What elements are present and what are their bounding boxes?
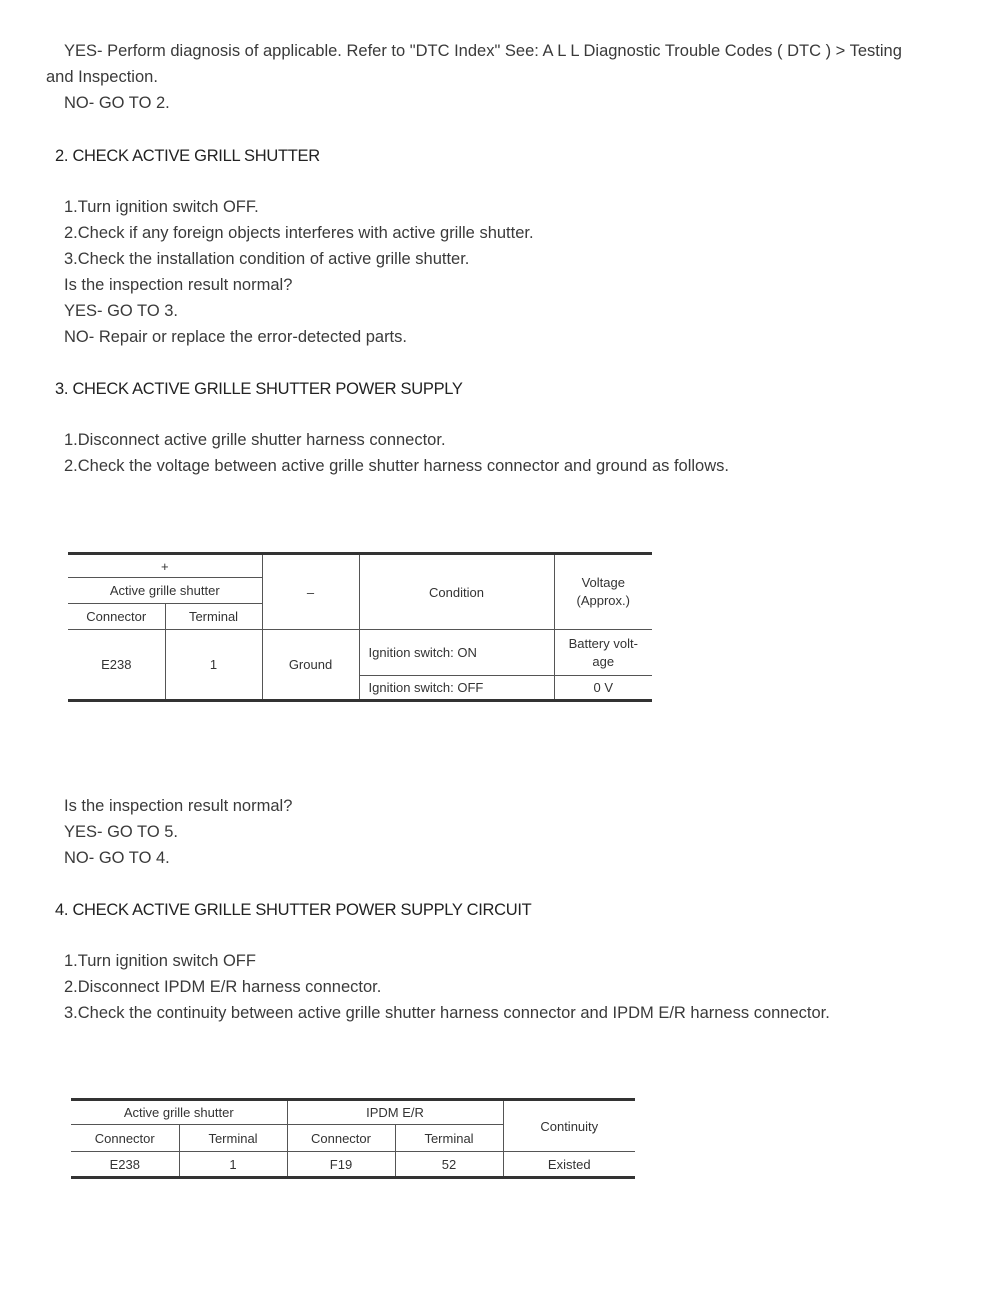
voltage-header-line-1: Voltage bbox=[581, 575, 625, 590]
section-2-no: NO- Repair or replace the error-detected parts. bbox=[64, 328, 407, 346]
section-3-yes: YES- GO TO 5. bbox=[64, 823, 179, 841]
terminal-header: Terminal bbox=[179, 1125, 287, 1152]
section-4-step: 2.Disconnect IPDM E/R harness connector. bbox=[64, 978, 382, 996]
intro-yes-line: YES- Perform diagnosis of applicable. Refer to "DTC Index" See: A L L Diagnostic Trouble Codes ( DTC ) > Testing bbox=[64, 42, 902, 60]
condition-cell: Ignition switch: ON bbox=[359, 630, 554, 676]
section-3-no: NO- GO TO 4. bbox=[64, 849, 170, 867]
connector-cell: F19 bbox=[287, 1152, 395, 1178]
section-2-yes: YES- GO TO 3. bbox=[64, 302, 179, 320]
connector-header: Connector bbox=[68, 604, 165, 630]
connector-header: Connector bbox=[71, 1125, 179, 1152]
intro-no-line: NO- GO TO 2. bbox=[64, 94, 170, 112]
terminal-cell: 1 bbox=[165, 630, 262, 701]
terminal-header: Terminal bbox=[395, 1125, 503, 1152]
minus-header: – bbox=[262, 554, 359, 630]
continuity-header: Continuity bbox=[503, 1100, 635, 1152]
voltage-cell: 0 V bbox=[554, 676, 652, 701]
section-3-question: Is the inspection result normal? bbox=[64, 797, 293, 815]
voltage-header bbox=[554, 554, 652, 630]
intro-yes-line-continued: and Inspection. bbox=[46, 68, 158, 86]
voltage-cell-line-2: age bbox=[592, 653, 615, 669]
section-4-step: 3.Check the continuity between active grille shutter harness connector and IPDM E/R harness connector. bbox=[64, 1004, 830, 1022]
terminal-header: Terminal bbox=[165, 604, 262, 630]
voltage-header-line-2: (Approx.) bbox=[576, 593, 630, 608]
connector-header: Connector bbox=[287, 1125, 395, 1152]
section-2-title: 2. CHECK ACTIVE GRILL SHUTTER bbox=[55, 147, 320, 165]
section-4-title: 4. CHECK ACTIVE GRILLE SHUTTER POWER SUPPLY CIRCUIT bbox=[55, 901, 532, 919]
table-row bbox=[68, 630, 652, 676]
condition-header: Condition bbox=[359, 554, 554, 630]
continuity-check-table bbox=[71, 1098, 635, 1179]
section-2-step: 2.Check if any foreign objects interferes with active grille shutter. bbox=[64, 224, 534, 242]
connector-cell: E238 bbox=[71, 1152, 179, 1178]
condition-cell: Ignition switch: OFF bbox=[359, 676, 554, 701]
table-row bbox=[71, 1152, 635, 1178]
connector-cell: E238 bbox=[68, 630, 165, 701]
section-4-step: 1.Turn ignition switch OFF bbox=[64, 952, 256, 970]
section-2-step: 3.Check the installation condition of active grille shutter. bbox=[64, 250, 470, 268]
ground-cell: Ground bbox=[262, 630, 359, 701]
section-2-step: 1.Turn ignition switch OFF. bbox=[64, 198, 259, 216]
terminal-cell: 52 bbox=[395, 1152, 503, 1178]
continuity-cell: Existed bbox=[503, 1152, 635, 1178]
voltage-check-table bbox=[68, 552, 652, 702]
section-2-question: Is the inspection result normal? bbox=[64, 276, 293, 294]
component-header: Active grille shutter bbox=[68, 578, 262, 604]
plus-header: + bbox=[68, 554, 262, 578]
section-3-title: 3. CHECK ACTIVE GRILLE SHUTTER POWER SUPPLY bbox=[55, 380, 463, 398]
group-header-ipdm: IPDM E/R bbox=[287, 1100, 503, 1125]
section-3-step: 1.Disconnect active grille shutter harness connector. bbox=[64, 431, 446, 449]
terminal-cell: 1 bbox=[179, 1152, 287, 1178]
voltage-cell bbox=[554, 630, 652, 676]
voltage-cell-line-1: Battery volt- bbox=[568, 635, 638, 651]
group-header-active-grille-shutter: Active grille shutter bbox=[71, 1100, 287, 1125]
section-3-step: 2.Check the voltage between active grille shutter harness connector and ground as follows. bbox=[64, 457, 729, 475]
